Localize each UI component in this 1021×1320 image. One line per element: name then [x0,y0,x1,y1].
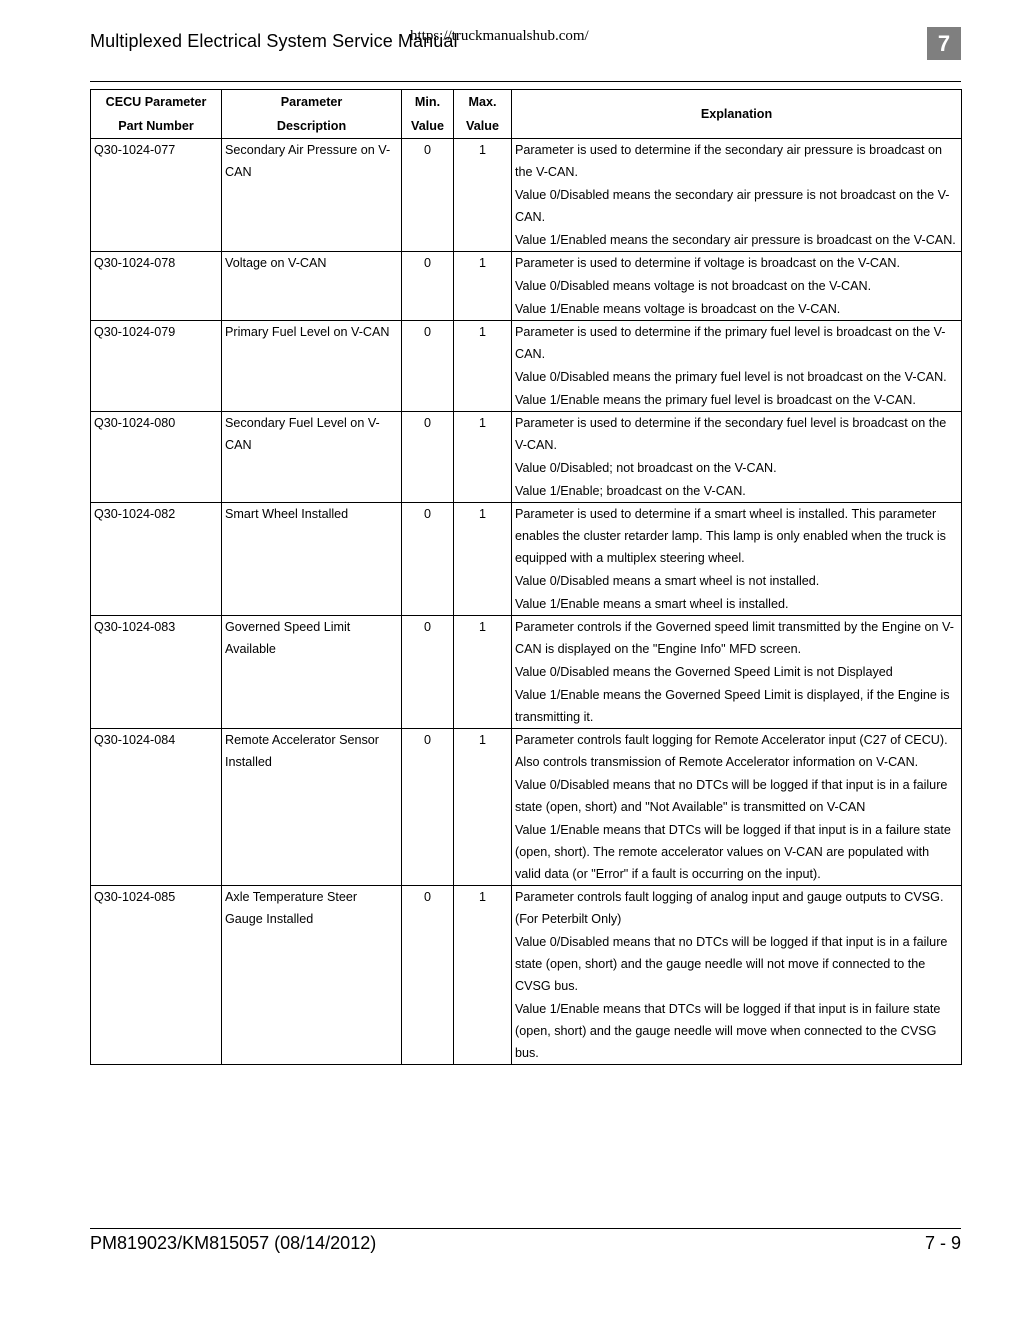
explanation-line: Value 1/Enabled means the secondary air pressure is broadcast on the V-CAN. [515,233,956,247]
page-header-title: Multiplexed Electrical System Service Manual [90,31,458,51]
part-number-cell: Q30-1024-082 [91,503,222,616]
explanation-line: Value 0/Disabled; not broadcast on the V-CAN. [515,461,777,475]
max-value-cell: 1 [454,886,512,1065]
part-number-cell: Q30-1024-079 [91,321,222,412]
explanation-cell [512,321,962,412]
explanation-line: Parameter is used to determine if a smart wheel is installed. This parameter enables the cluster retarder lamp. This lamp is only enabled when the truck is equipped with a multiplex steering wheel. [515,507,946,565]
parameter-table [90,89,962,1065]
document-id: PM819023/KM815057 (08/14/2012) [90,1233,377,1253]
description-cell: Governed Speed Limit Available [222,616,402,729]
description-cell: Secondary Fuel Level on V-CAN [222,412,402,503]
column-header-part-number: CECU Parameter Part Number [91,90,222,139]
min-value-cell: 0 [402,616,454,729]
table-header-row [91,90,962,139]
part-number-cell: Q30-1024-083 [91,616,222,729]
explanation-line: Value 0/Disabled means a smart wheel is not installed. [515,574,820,588]
description-cell: Secondary Air Pressure on V-CAN [222,139,402,252]
max-value-cell: 1 [454,252,512,321]
explanation-line: Parameter is used to determine if the primary fuel level is broadcast on the V-CAN. [515,325,946,361]
min-value-cell: 0 [402,412,454,503]
max-value-cell: 1 [454,321,512,412]
table-row [91,412,962,503]
explanation-line: Value 1/Enable; broadcast on the V-CAN. [515,484,746,498]
explanation-line: Value 0/Disabled means voltage is not broadcast on the V-CAN. [515,279,872,293]
description-cell: Primary Fuel Level on V-CAN [222,321,402,412]
max-value-cell: 1 [454,139,512,252]
part-number-cell: Q30-1024-080 [91,412,222,503]
table-row [91,139,962,252]
explanation-line: Value 0/Disabled means that no DTCs will be logged if that input is in a failure state (open, short) and the gauge needle will not move if connected to the CVSG bus. [515,935,948,993]
explanation-line: Parameter is used to determine if the secondary air pressure is broadcast on the V-CAN. [515,143,943,179]
table-row [91,252,962,321]
column-header-max-value: Max. Value [454,90,512,139]
column-header-explanation: Explanation [512,90,962,139]
max-value-cell: 1 [454,616,512,729]
explanation-line: Value 0/Disabled means that no DTCs will be logged if that input is in a failure state (open, short) and "Not Available" is transmitted on V-CAN [515,778,948,814]
explanation-line: Parameter is used to determine if voltage is broadcast on the V-CAN. [515,256,901,270]
explanation-line: Value 0/Disabled means the Governed Speed Limit is not Displayed [515,665,893,679]
explanation-line: Parameter controls fault logging for Remote Accelerator input (C27 of CECU). Also controls transmission of Remote Accelerator information on V-CAN. [515,733,948,769]
min-value-cell: 0 [402,886,454,1065]
max-value-cell: 1 [454,412,512,503]
page-number: 7 - 9 [924,1233,961,1253]
explanation-cell [512,503,962,616]
min-value-cell: 0 [402,729,454,886]
explanation-cell [512,616,962,729]
table-row [91,321,962,412]
table-row [91,886,962,1065]
min-value-cell: 0 [402,252,454,321]
column-header-description: Parameter Description [222,90,402,139]
explanation-line: Value 0/Disabled means the primary fuel level is not broadcast on the V-CAN. [515,370,947,384]
part-number-cell: Q30-1024-078 [91,252,222,321]
header-divider [90,81,961,82]
explanation-line: Value 1/Enable means the primary fuel level is broadcast on the V-CAN. [515,393,916,407]
min-value-cell: 0 [402,321,454,412]
part-number-cell: Q30-1024-085 [91,886,222,1065]
explanation-cell [512,729,962,886]
explanation-line: Parameter controls fault logging of analog input and gauge outputs to CVSG. (For Peterbilt Only) [515,890,944,926]
explanation-line: Parameter is used to determine if the secondary fuel level is broadcast on the V-CAN. [515,416,947,452]
explanation-line: Value 0/Disabled means the secondary air pressure is not broadcast on the V-CAN. [515,188,950,224]
watermark-url: https://truckmanualshub.com/ [410,28,589,44]
min-value-cell: 0 [402,503,454,616]
min-value-cell: 0 [402,139,454,252]
explanation-line: Value 1/Enable means a smart wheel is installed. [515,597,789,611]
chapter-badge: 7 [927,27,961,60]
part-number-cell: Q30-1024-077 [91,139,222,252]
description-cell: Remote Accelerator Sensor Installed [222,729,402,886]
description-cell: Voltage on V-CAN [222,252,402,321]
explanation-cell [512,252,962,321]
explanation-line: Value 1/Enable means that DTCs will be logged if that input is in a failure state (open, short). The remote accelerator values on V-CAN are populated with valid data (or "Error" if a fault is occurring on the input). [515,823,951,881]
description-cell: Smart Wheel Installed [222,503,402,616]
max-value-cell: 1 [454,503,512,616]
explanation-cell [512,139,962,252]
table-row [91,503,962,616]
table-row [91,616,962,729]
footer-divider [90,1228,961,1229]
explanation-cell [512,886,962,1065]
description-cell: Axle Temperature Steer Gauge Installed [222,886,402,1065]
table-row [91,729,962,886]
column-header-min-value: Min. Value [402,90,454,139]
explanation-line: Value 1/Enable means the Governed Speed Limit is displayed, if the Engine is transmitting it. [515,688,950,724]
explanation-line: Value 1/Enable means voltage is broadcast on the V-CAN. [515,302,841,316]
max-value-cell: 1 [454,729,512,886]
explanation-line: Parameter controls if the Governed speed limit transmitted by the Engine on V-CAN is displayed on the "Engine Info" MFD screen. [515,620,954,656]
part-number-cell: Q30-1024-084 [91,729,222,886]
explanation-cell [512,412,962,503]
explanation-line: Value 1/Enable means that DTCs will be logged if that input is in failure state (open, short) and the gauge needle will move when connected to the CVSG bus. [515,1002,941,1060]
